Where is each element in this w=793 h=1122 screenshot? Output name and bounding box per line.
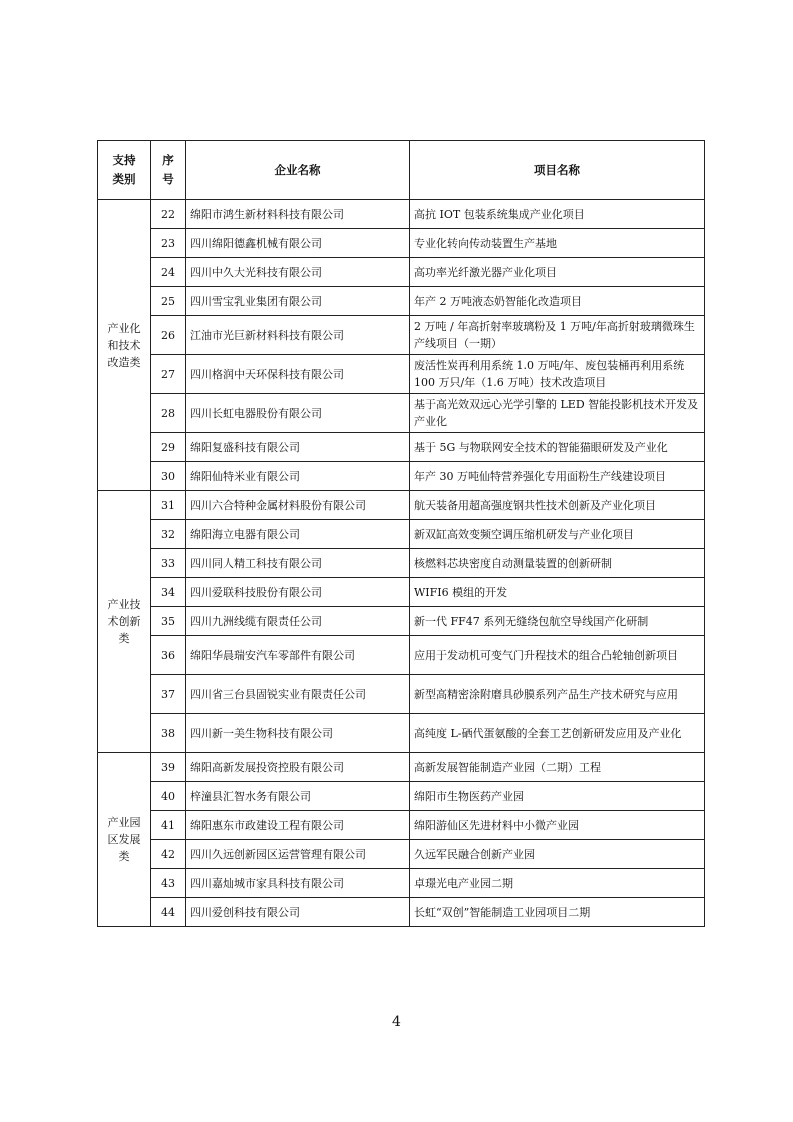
row-number-cell: 24 <box>151 258 186 287</box>
company-name-cell: 四川嘉灿城市家具科技有限公司 <box>186 869 410 898</box>
project-name-cell: 长虹“双创”智能制造工业园项目二期 <box>410 898 705 927</box>
row-number-cell: 23 <box>151 229 186 258</box>
table-row <box>98 840 705 869</box>
project-name-cell: 应用于发动机可变气门升程技术的组合凸轮轴创新项目 <box>410 636 705 675</box>
row-number-cell: 35 <box>151 607 186 636</box>
company-name-cell: 绵阳海立电器有限公司 <box>186 520 410 549</box>
project-name-cell: 基于 5G 与物联网安全技术的智能猫眼研发及产业化 <box>410 433 705 462</box>
table-row <box>98 258 705 287</box>
company-name-cell: 绵阳仙特米业有限公司 <box>186 462 410 491</box>
company-name-cell: 四川九洲线缆有限责任公司 <box>186 607 410 636</box>
row-number-cell: 36 <box>151 636 186 675</box>
project-name-cell: 高纯度 L-硒代蛋氨酸的全套工艺创新研发应用及产业化 <box>410 714 705 753</box>
company-name-cell: 江油市光巨新材料科技有限公司 <box>186 316 410 355</box>
company-name-cell: 四川绵阳德鑫机械有限公司 <box>186 229 410 258</box>
table-row <box>98 811 705 840</box>
row-number-cell: 40 <box>151 782 186 811</box>
project-name-cell: 年产 2 万吨液态奶智能化改造项目 <box>410 287 705 316</box>
company-name-cell: 四川爱创科技有限公司 <box>186 898 410 927</box>
row-number-cell: 34 <box>151 578 186 607</box>
row-number-cell: 42 <box>151 840 186 869</box>
project-name-cell: 新型高精密涂附磨具砂膜系列产品生产技术研究与应用 <box>410 675 705 714</box>
table-row <box>98 869 705 898</box>
table-row <box>98 549 705 578</box>
company-name-cell: 四川长虹电器股份有限公司 <box>186 394 410 433</box>
row-number-cell: 31 <box>151 491 186 520</box>
row-number-cell: 43 <box>151 869 186 898</box>
table-row <box>98 782 705 811</box>
row-number-cell: 32 <box>151 520 186 549</box>
table-row <box>98 316 705 355</box>
project-name-cell: WIFI6 模组的开发 <box>410 578 705 607</box>
project-name-cell: 2 万吨 / 年高折射率玻璃粉及 1 万吨/年高折射玻璃微珠生产线项目（一期） <box>410 316 705 355</box>
category-cell: 产业技 术创新 类 <box>98 491 151 753</box>
company-name-cell: 四川新一美生物科技有限公司 <box>186 714 410 753</box>
table-row <box>98 578 705 607</box>
company-name-cell: 四川久远创新园区运营管理有限公司 <box>186 840 410 869</box>
project-name-cell: 高新发展智能制造产业园（二期）工程 <box>410 753 705 782</box>
row-number-cell: 28 <box>151 394 186 433</box>
company-name-cell: 四川爱联科技股份有限公司 <box>186 578 410 607</box>
project-name-cell: 基于高光效双远心光学引擎的 LED 智能投影机技术开发及产业化 <box>410 394 705 433</box>
header-project: 项目名称 <box>410 141 705 200</box>
table-row <box>98 287 705 316</box>
row-number-cell: 44 <box>151 898 186 927</box>
table-row <box>98 607 705 636</box>
company-name-cell: 四川六合特种金属材料股份有限公司 <box>186 491 410 520</box>
table-row <box>98 394 705 433</box>
row-number-cell: 26 <box>151 316 186 355</box>
project-name-cell: 专业化转向传动装置生产基地 <box>410 229 705 258</box>
category-cell: 产业园 区发展 类 <box>98 753 151 927</box>
page-number: 4 <box>392 1014 401 1030</box>
project-name-cell: 废活性炭再利用系统 1.0 万吨/年、废包装桶再利用系统 100 万只/年（1.6 万吨）技术改造项目 <box>410 355 705 394</box>
table-row <box>98 200 705 229</box>
project-name-cell: 年产 30 万吨仙特营养强化专用面粉生产线建设项目 <box>410 462 705 491</box>
table-row <box>98 714 705 753</box>
row-number-cell: 38 <box>151 714 186 753</box>
company-name-cell: 梓潼县汇智水务有限公司 <box>186 782 410 811</box>
project-name-cell: 新双缸高效变频空调压缩机研发与产业化项目 <box>410 520 705 549</box>
company-name-cell: 四川雪宝乳业集团有限公司 <box>186 287 410 316</box>
company-name-cell: 四川省三台县固锐实业有限责任公司 <box>186 675 410 714</box>
header-company: 企业名称 <box>186 141 410 200</box>
company-name-cell: 四川中久大光科技有限公司 <box>186 258 410 287</box>
table-row <box>98 898 705 927</box>
company-name-cell: 绵阳市鸿生新材料科技有限公司 <box>186 200 410 229</box>
header-no: 序 号 <box>151 141 186 200</box>
project-name-cell: 新一代 FF47 系列无缝绕包航空导线国产化研制 <box>410 607 705 636</box>
row-number-cell: 33 <box>151 549 186 578</box>
row-number-cell: 39 <box>151 753 186 782</box>
row-number-cell: 37 <box>151 675 186 714</box>
company-name-cell: 四川同人精工科技有限公司 <box>186 549 410 578</box>
table-header-row <box>98 141 705 200</box>
table-row <box>98 462 705 491</box>
row-number-cell: 29 <box>151 433 186 462</box>
row-number-cell: 25 <box>151 287 186 316</box>
header-category: 支持 类别 <box>98 141 151 200</box>
project-name-cell: 高功率光纤激光器产业化项目 <box>410 258 705 287</box>
project-name-cell: 卓璟光电产业园二期 <box>410 869 705 898</box>
row-number-cell: 30 <box>151 462 186 491</box>
category-cell: 产业化 和技术 改造类 <box>98 200 151 491</box>
project-name-cell: 航天装备用超高强度钢共性技术创新及产业化项目 <box>410 491 705 520</box>
table-row <box>98 636 705 675</box>
company-name-cell: 绵阳惠东市政建设工程有限公司 <box>186 811 410 840</box>
project-name-cell: 绵阳游仙区先进材料中小微产业园 <box>410 811 705 840</box>
project-name-cell: 高抗 IOT 包装系统集成产业化项目 <box>410 200 705 229</box>
project-name-cell: 绵阳市生物医药产业园 <box>410 782 705 811</box>
company-name-cell: 绵阳复盛科技有限公司 <box>186 433 410 462</box>
project-table <box>97 140 705 927</box>
row-number-cell: 27 <box>151 355 186 394</box>
table-row <box>98 520 705 549</box>
table-row <box>98 753 705 782</box>
company-name-cell: 四川格润中天环保科技有限公司 <box>186 355 410 394</box>
table-row <box>98 229 705 258</box>
row-number-cell: 41 <box>151 811 186 840</box>
project-name-cell: 久远军民融合创新产业园 <box>410 840 705 869</box>
project-name-cell: 核燃料芯块密度自动测量装置的创新研制 <box>410 549 705 578</box>
company-name-cell: 绵阳高新发展投资控股有限公司 <box>186 753 410 782</box>
table-row <box>98 491 705 520</box>
row-number-cell: 22 <box>151 200 186 229</box>
table-row <box>98 433 705 462</box>
company-name-cell: 绵阳华晨瑞安汽车零部件有限公司 <box>186 636 410 675</box>
table-row <box>98 355 705 394</box>
table-row <box>98 675 705 714</box>
